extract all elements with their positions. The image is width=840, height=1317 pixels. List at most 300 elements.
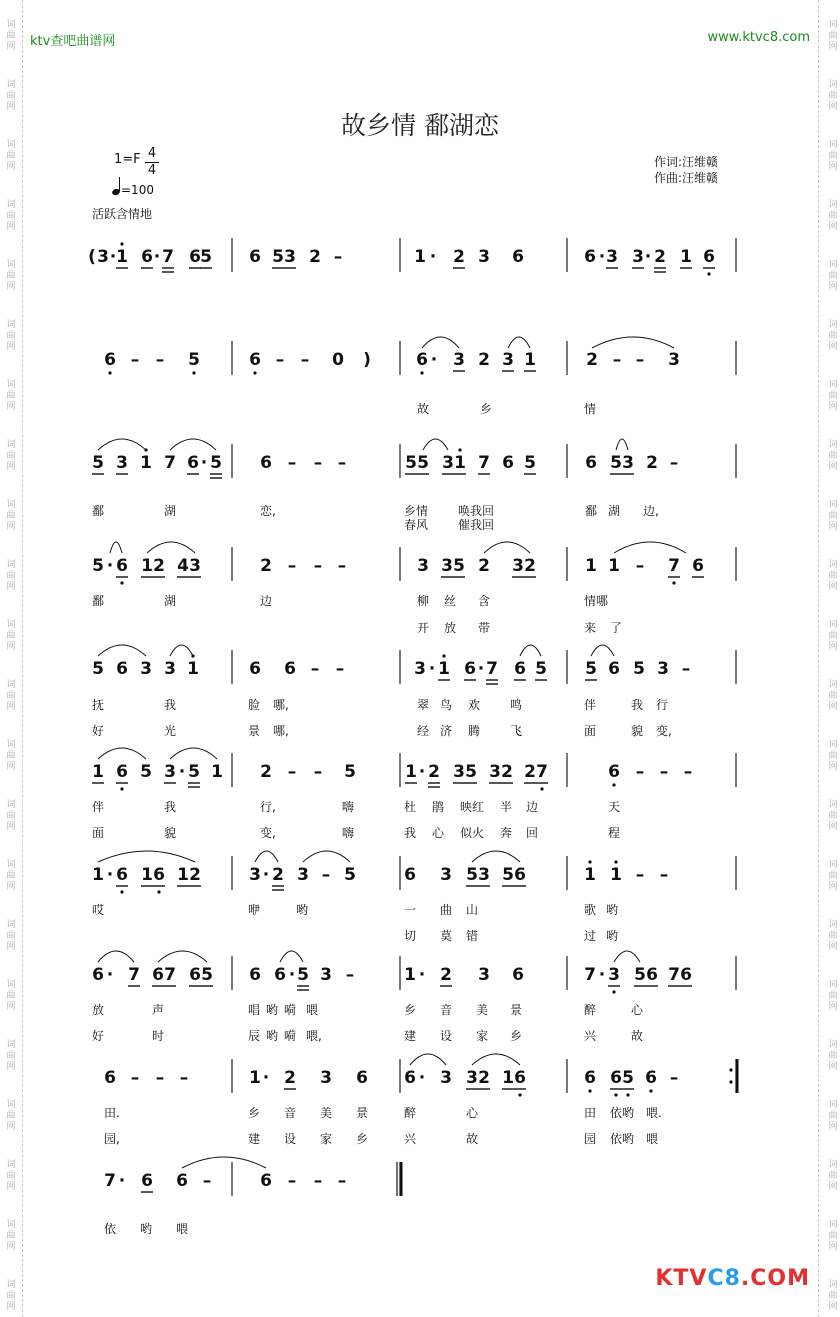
octave-dot xyxy=(614,860,617,863)
watermark-glyph: 词 曲 网 xyxy=(828,380,838,412)
slur xyxy=(423,439,448,450)
site-name[interactable]: ktv查吧曲谱网 xyxy=(30,34,116,49)
lyric-syllable: 我 xyxy=(631,698,644,712)
site-url[interactable]: www.ktvc8.com xyxy=(707,30,810,45)
note: 7 xyxy=(164,453,176,473)
slur xyxy=(170,748,217,759)
note: 5 xyxy=(188,762,200,782)
lyric-syllable: 我 xyxy=(164,698,177,712)
dot-mark: · xyxy=(429,247,437,267)
watermark-glyph: 词 曲 网 xyxy=(6,980,16,1012)
lyric-syllable: 田. xyxy=(104,1106,120,1120)
lyric-syllable: 丝 xyxy=(444,594,457,608)
dot-mark: · xyxy=(109,247,117,267)
dot-mark: · xyxy=(418,965,426,985)
note: 6 xyxy=(514,865,526,885)
lyric-syllable: 鄱 xyxy=(585,504,598,518)
dash: – xyxy=(337,453,347,473)
note: 6 xyxy=(404,865,416,885)
lyric-syllable: 情 xyxy=(584,402,597,416)
lyric-syllable: 放 xyxy=(444,621,457,635)
watermark-glyph: 词 曲 网 xyxy=(828,80,838,112)
lyric-syllable: 音 xyxy=(284,1106,297,1120)
lyric-syllable: 景 xyxy=(248,724,261,738)
note: 6 xyxy=(116,865,128,885)
note: 2 xyxy=(309,247,321,267)
slur xyxy=(147,542,195,553)
lyric-syllable: 嗬 xyxy=(284,1003,297,1017)
lyric-syllable: 兴 xyxy=(404,1132,417,1146)
lyric-syllable: 乡情 xyxy=(404,504,429,518)
dot-mark: · xyxy=(178,762,186,782)
dash: – xyxy=(612,350,622,370)
note: 5 xyxy=(466,865,478,885)
watermark-glyph: 词 曲 网 xyxy=(6,440,16,472)
slur xyxy=(484,542,530,553)
octave-dot xyxy=(442,654,445,657)
lyric-syllable: 伴 xyxy=(584,698,597,712)
lyric-syllable: 哟 xyxy=(140,1222,153,1236)
dash: – xyxy=(130,350,140,370)
octave-dot xyxy=(614,1093,617,1096)
note: 6 xyxy=(141,1171,153,1191)
lyric-syllable: 美 xyxy=(320,1106,333,1120)
watermark-glyph: 词 曲 网 xyxy=(828,920,838,952)
watermark-glyph: 词 曲 网 xyxy=(6,620,16,652)
octave-dot xyxy=(707,272,710,275)
lyric-syllable: 边, xyxy=(643,504,659,518)
lyric-syllable: 湖 xyxy=(608,504,621,518)
lyric-syllable: 边 xyxy=(260,594,273,608)
octave-dot xyxy=(120,242,123,245)
watermark-glyph: 词 曲 网 xyxy=(6,680,16,712)
song-title: 故乡情 鄱湖恋 xyxy=(341,111,499,140)
watermark-glyph: 词 曲 网 xyxy=(6,140,16,172)
watermark-glyph: 词 曲 网 xyxy=(828,1160,838,1192)
watermark-glyph: 词 曲 网 xyxy=(828,1280,838,1312)
note: 5 xyxy=(405,453,417,473)
lyric-syllable: 山 xyxy=(466,903,479,917)
octave-dot xyxy=(649,1089,652,1092)
lyric-syllable: 哟 xyxy=(606,903,619,917)
logo-part-com: .COM xyxy=(740,1266,810,1291)
note: 6 xyxy=(646,965,658,985)
note: 2 xyxy=(260,556,272,576)
slur xyxy=(422,337,459,348)
note: 3 xyxy=(320,965,332,985)
slur xyxy=(614,951,640,962)
note: 1 xyxy=(141,556,153,576)
lyric-syllable: 嗬 xyxy=(284,1029,297,1043)
note: 1 xyxy=(187,659,199,679)
dot-mark: · xyxy=(418,762,426,782)
watermark-glyph: 词 曲 网 xyxy=(6,1280,16,1312)
note: 3 xyxy=(164,762,176,782)
dot-mark: · xyxy=(200,453,208,473)
dash: – xyxy=(287,556,297,576)
lyric-syllable: 心 xyxy=(466,1106,479,1120)
dash: – xyxy=(635,556,645,576)
note: 3 xyxy=(478,247,490,267)
note: 2 xyxy=(440,965,452,985)
note: 6 xyxy=(502,453,514,473)
watermark-glyph: 词 曲 网 xyxy=(828,740,838,772)
lyric-syllable: 行 xyxy=(656,698,669,712)
lyric-syllable: 唱 xyxy=(248,1003,261,1017)
note: 1 xyxy=(211,762,223,782)
note: 2 xyxy=(260,762,272,782)
note: 6 xyxy=(153,865,165,885)
note: 5 xyxy=(92,453,104,473)
lyric-syllable: 家 xyxy=(476,1029,489,1043)
dash: – xyxy=(337,556,347,576)
slur xyxy=(410,1054,446,1065)
note: ) xyxy=(363,350,371,370)
note: 3 xyxy=(116,453,128,473)
slur xyxy=(182,1157,266,1168)
slur xyxy=(592,337,674,348)
note: 7 xyxy=(164,965,176,985)
note: 3 xyxy=(140,659,152,679)
note: 7 xyxy=(668,965,680,985)
note: 6 xyxy=(585,453,597,473)
dot-mark: · xyxy=(118,1171,126,1191)
note: 6 xyxy=(187,453,199,473)
note: 1 xyxy=(524,350,536,370)
lyric-syllable: 心 xyxy=(432,826,445,840)
octave-dot xyxy=(120,890,123,893)
watermark-glyph: 词 曲 网 xyxy=(828,560,838,592)
lyric-syllable: 程 xyxy=(608,826,621,840)
lyric-syllable: 依哟 xyxy=(610,1132,635,1146)
note: 2 xyxy=(453,247,465,267)
slur xyxy=(303,851,350,862)
slur xyxy=(158,951,207,962)
dot-mark: · xyxy=(288,965,296,985)
note: 3 xyxy=(441,556,453,576)
site-logo xyxy=(655,1266,810,1291)
lyric-syllable: 貌 xyxy=(631,724,644,738)
repeat-dot xyxy=(729,1080,732,1083)
lyric-syllable: 行, xyxy=(260,800,276,814)
dash: – xyxy=(669,1068,679,1088)
note: 7 xyxy=(668,556,680,576)
note: 6 xyxy=(152,965,164,985)
dash: – xyxy=(275,350,285,370)
lyric-syllable: 家 xyxy=(320,1132,333,1146)
lyric-syllable: 飞 xyxy=(510,724,523,738)
lyric-syllable: 面 xyxy=(92,826,105,840)
note: 3 xyxy=(622,453,634,473)
lyric-syllable: 奔 xyxy=(500,826,513,840)
note: 3 xyxy=(632,247,644,267)
lyric-syllable: 哟 xyxy=(296,903,309,917)
watermark-glyph: 词 曲 网 xyxy=(828,320,838,352)
dot-mark: · xyxy=(106,865,114,885)
lyric-syllable: 喂 xyxy=(176,1222,189,1236)
note: 5 xyxy=(585,659,597,679)
lyric-syllable: 切 xyxy=(404,929,417,943)
slur xyxy=(472,851,520,862)
composer: 作曲:汪维赣 xyxy=(654,171,719,185)
lyric-syllable: 音 xyxy=(440,1003,453,1017)
lyric-syllable: 鹃 xyxy=(432,800,445,814)
octave-dot xyxy=(672,581,675,584)
lyric-syllable: 错 xyxy=(466,929,479,943)
lyric-syllable: 歌 xyxy=(584,903,597,917)
lyric-syllable: 曲 xyxy=(440,903,453,917)
note: 5 xyxy=(201,965,213,985)
lyric-syllable: 嗨 xyxy=(342,800,355,814)
slur xyxy=(591,645,614,656)
note: 6 xyxy=(249,350,261,370)
logo-part-ktv: KTV xyxy=(655,1266,708,1291)
note: 3 xyxy=(297,865,309,885)
note: 6 xyxy=(116,762,128,782)
dash: – xyxy=(287,453,297,473)
note: ( xyxy=(88,247,96,267)
note: 2 xyxy=(654,247,666,267)
lyric-syllable: 依哟 xyxy=(610,1106,635,1120)
dash: – xyxy=(681,659,691,679)
note: 3 xyxy=(453,762,465,782)
note: 4 xyxy=(177,556,189,576)
lyric-syllable: 面 xyxy=(584,724,597,738)
note: 1 xyxy=(404,965,416,985)
lyric-syllable: 鄱 xyxy=(92,504,105,518)
dash: – xyxy=(635,762,645,782)
note: 3 xyxy=(512,556,524,576)
watermark-glyph: 词 曲 网 xyxy=(6,500,16,532)
lyric-syllable: 映红 xyxy=(460,800,485,814)
dot-mark: · xyxy=(598,965,606,985)
lyric-syllable: 边 xyxy=(526,800,539,814)
slur xyxy=(170,645,193,656)
note: 1 xyxy=(502,1068,514,1088)
watermark-glyph: 词 曲 网 xyxy=(828,800,838,832)
lyric-syllable: 喂. xyxy=(646,1106,662,1120)
note: 1 xyxy=(585,556,597,576)
note: 5 xyxy=(465,762,477,782)
note: 6 xyxy=(116,659,128,679)
lyric-syllable: 依 xyxy=(104,1222,117,1236)
octave-dot xyxy=(192,371,195,374)
lyric-syllable: 乡 xyxy=(248,1106,261,1120)
watermark-glyph: 词 曲 网 xyxy=(6,1040,16,1072)
time-top: 4 xyxy=(147,146,157,161)
note: 6 xyxy=(680,965,692,985)
note: 6 xyxy=(608,659,620,679)
watermark-glyph: 词 曲 网 xyxy=(6,1220,16,1252)
note: 5 xyxy=(535,659,547,679)
lyric-syllable: 建 xyxy=(248,1132,261,1146)
note: 3 xyxy=(320,1068,332,1088)
watermark-glyph: 词 曲 网 xyxy=(6,740,16,772)
note: 6 xyxy=(584,247,596,267)
dash: – xyxy=(155,1068,165,1088)
lyric-syllable: 莫 xyxy=(440,929,453,943)
note: 7 xyxy=(584,965,596,985)
note: 6 xyxy=(356,1068,368,1088)
note: 6 xyxy=(104,1068,116,1088)
watermark-glyph: 词 曲 网 xyxy=(6,560,16,592)
note: 2 xyxy=(153,556,165,576)
note: 2 xyxy=(586,350,598,370)
dash: – xyxy=(313,762,323,782)
note: 6 xyxy=(249,965,261,985)
note: 1 xyxy=(680,247,692,267)
note: 1 xyxy=(177,865,189,885)
note: 6 xyxy=(514,659,526,679)
watermark-glyph: 词 曲 网 xyxy=(6,920,16,952)
lyric-syllable: 咿 xyxy=(248,903,261,917)
lyric-syllable: 腾 xyxy=(468,724,481,738)
note: 6 xyxy=(703,247,715,267)
note: 6 xyxy=(692,556,704,576)
lyric-syllable: 春风 xyxy=(404,518,429,532)
dot-mark: · xyxy=(106,965,114,985)
note: 6 xyxy=(514,1068,526,1088)
watermark-glyph: 词 曲 网 xyxy=(828,1220,838,1252)
note: 6 xyxy=(249,659,261,679)
note: 3 xyxy=(164,659,176,679)
lyric-syllable: 故 xyxy=(417,402,430,416)
note: 6 xyxy=(189,965,201,985)
note: 1 xyxy=(116,247,128,267)
watermark-glyph: 词 曲 网 xyxy=(828,140,838,172)
dash: – xyxy=(130,1068,140,1088)
watermark-glyph: 词 曲 网 xyxy=(6,320,16,352)
note: 3 xyxy=(284,247,296,267)
lyric-syllable: 欢 xyxy=(468,698,481,712)
lyric-syllable: 经 xyxy=(417,724,430,738)
dot-mark: · xyxy=(418,1068,426,1088)
lyric-syllable: 设 xyxy=(284,1132,297,1146)
lyric-syllable: 心 xyxy=(631,1003,644,1017)
lyric-syllable: 景 xyxy=(510,1003,523,1017)
dash: – xyxy=(669,453,679,473)
watermark-glyph: 词 曲 网 xyxy=(828,200,838,232)
note: 7 xyxy=(104,1171,116,1191)
lyric-syllable: 声 xyxy=(152,1003,165,1017)
note: 3 xyxy=(606,247,618,267)
slur xyxy=(170,439,216,450)
note: 3 xyxy=(478,865,490,885)
dot-mark: · xyxy=(262,865,270,885)
note: 5 xyxy=(453,556,465,576)
lyric-syllable: 变, xyxy=(260,826,276,840)
note: 3 xyxy=(442,453,454,473)
note: 3 xyxy=(608,965,620,985)
octave-dot xyxy=(458,448,461,451)
lyric-syllable: 含 xyxy=(478,594,491,608)
dash: – xyxy=(310,659,320,679)
watermark-glyph: 词 曲 网 xyxy=(828,620,838,652)
note: 6 xyxy=(260,1171,272,1191)
lyric-syllable: 嗨 xyxy=(342,826,355,840)
note: 5 xyxy=(344,865,356,885)
note: 7 xyxy=(478,453,490,473)
note: 3 xyxy=(417,556,429,576)
lyric-syllable: 美 xyxy=(476,1003,489,1017)
octave-dot xyxy=(108,371,111,374)
note: 1 xyxy=(249,1068,261,1088)
lyric-syllable: 来 xyxy=(584,621,597,635)
key-signature: 1=F xyxy=(114,152,141,167)
note: 3 xyxy=(189,556,201,576)
watermark-glyph: 词 曲 网 xyxy=(828,260,838,292)
lyric-syllable: 唤我回 xyxy=(458,504,495,518)
watermark-glyph: 词 曲 网 xyxy=(828,500,838,532)
note: 2 xyxy=(284,1068,296,1088)
dot-mark: · xyxy=(477,659,485,679)
note: 2 xyxy=(524,762,536,782)
lyric-syllable: 田 xyxy=(584,1106,597,1120)
watermark-glyph: 词 曲 网 xyxy=(6,800,16,832)
lyric-syllable: 柳 xyxy=(417,594,430,608)
dash: – xyxy=(313,453,323,473)
dash: – xyxy=(659,762,669,782)
note: 5 xyxy=(502,865,514,885)
note: 6 xyxy=(608,762,620,782)
slur xyxy=(508,337,530,348)
logo-part-c8: C8 xyxy=(707,1266,741,1291)
lyric-syllable: 景 xyxy=(356,1106,369,1120)
dash: – xyxy=(155,350,165,370)
dot-mark: · xyxy=(106,556,114,576)
lyric-syllable: 伴 xyxy=(92,800,105,814)
note: 6 xyxy=(189,247,201,267)
note: 3 xyxy=(502,350,514,370)
note: 5 xyxy=(200,247,212,267)
note: 5 xyxy=(140,762,152,782)
note: 2 xyxy=(189,865,201,885)
lyric-syllable: 哟 xyxy=(606,929,619,943)
note: 3 xyxy=(489,762,501,782)
lyric-syllable: 鸣 xyxy=(510,698,523,712)
lyric-syllable: 一 xyxy=(404,903,417,917)
lyric-syllable: 恋, xyxy=(260,504,276,518)
note: 5 xyxy=(188,350,200,370)
note: 5 xyxy=(633,659,645,679)
slur xyxy=(520,645,541,656)
lyric-syllable: 辰 xyxy=(248,1029,261,1043)
note: 3 xyxy=(97,247,109,267)
dash: – xyxy=(635,350,645,370)
lyric-syllable: 故 xyxy=(631,1029,644,1043)
lyric-syllable: 乡 xyxy=(510,1029,523,1043)
note: 6 xyxy=(645,1068,657,1088)
slur xyxy=(280,951,303,962)
note: 6 xyxy=(416,350,428,370)
lyric-syllable: 情哪 xyxy=(584,594,609,608)
note: 2 xyxy=(524,556,536,576)
dash: – xyxy=(337,1171,347,1191)
dash: – xyxy=(300,350,310,370)
note: 7 xyxy=(162,247,174,267)
lyric-syllable: 哪, xyxy=(273,698,289,712)
watermark-glyph: 词 曲 网 xyxy=(6,1160,16,1192)
note: 1 xyxy=(584,865,596,885)
lyric-syllable: 翠 xyxy=(417,698,430,712)
lyric-syllable: 好 xyxy=(92,724,105,738)
note: 5 xyxy=(92,556,104,576)
lyric-syllable: 喂 xyxy=(306,1003,319,1017)
note: 0 xyxy=(332,350,344,370)
note: 5 xyxy=(634,965,646,985)
octave-dot xyxy=(612,783,615,786)
note: 2 xyxy=(646,453,658,473)
